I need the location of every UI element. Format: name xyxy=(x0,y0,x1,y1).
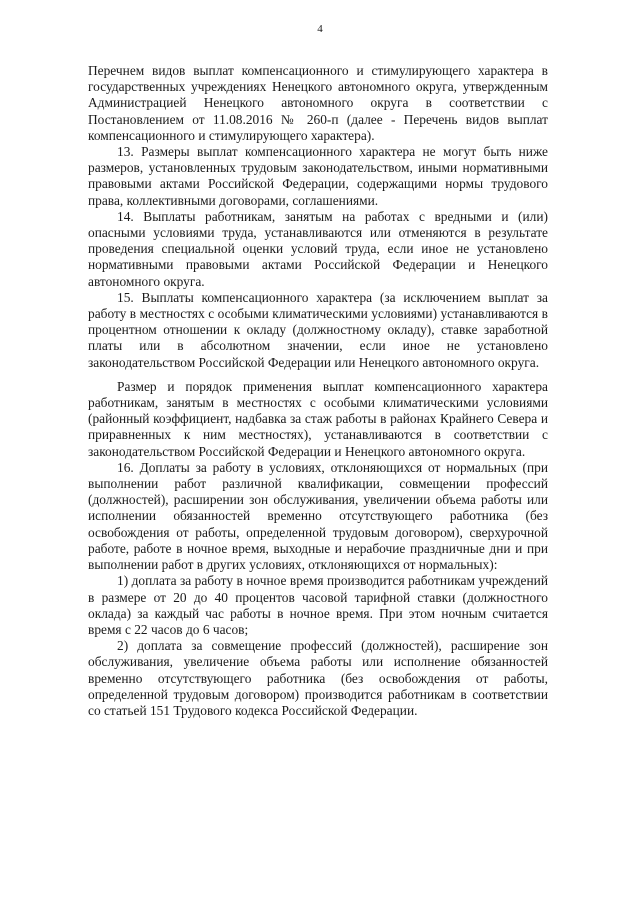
paragraph-16: 16. Доплаты за работу в условиях, отклоняющихся от нормальных (при выполнении работ различной квалификации, совмещении профессий (должностей), расширении зон обслуживания, увеличении объема работы или исполнении обязанностей временно отсутствующего работника (без освобождения от работы, определенной трудовым договором), сверхурочной работе, работе в ночное время, выходные и нерабочие праздничные дни и при выполнении работ в других условиях, отклоняющихся от нормальных): xyxy=(88,459,548,573)
paragraph-13: 13. Размеры выплат компенсационного характера не могут быть ниже размеров, установленных трудовым законодательством, иными нормативными правовыми актами Российской Федерации, содержащими нормы трудового права, коллективными договорами, соглашениями. xyxy=(88,144,548,208)
paragraph-continuation: Перечнем видов выплат компенсационного и стимулирующего характера в государственных учреждениях Ненецкого автономного округа, утвержденным Администрацией Ненецкого автономного округа в соответствии с Постановлением от 11.08.2016 № 260-п (далее - Перечень видов выплат компенсационного и стимулирующего характера). xyxy=(88,63,548,143)
paragraph-14: 14. Выплаты работникам, занятым на работах с вредными и (или) опасными условиями труда, устанавливаются или отменяются в результате проведения специальной оценки условий труда, если иное не установлено нормативными правовыми актами Российской Федерации и Ненецкого автономного округа. xyxy=(88,208,548,289)
paragraph-15-regional: Размер и порядок применения выплат компенсационного характера работникам, занятым в местностях с особыми климатическими условиями (районный коэффициент, надбавка за стаж работы в районах Крайнего Севера и приравненных к ним местностях), устанавливаются в соответствии с законодательством Российской Федерации и Ненецкого автономного округа. xyxy=(88,378,548,459)
page-number: 4 xyxy=(317,23,323,35)
paragraph-16-item-2: 2) доплата за совмещение профессий (должностей), расширение зон обслуживания, увеличение объема работы или исполнение обязанностей временно отсутствующего работника (без освобождения от работы, определенной трудовым договором) производится работникам в соответствии со статьей 151 Трудового кодекса Российской Федерации. xyxy=(88,638,548,718)
document-body xyxy=(88,63,548,719)
paragraph-16-item-1: 1) доплата за работу в ночное время производится работникам учреждений в размере от 20 до 40 процентов часовой тарифной ставки (должностного оклада) за каждый час работы в ночное время. При этом ночным считается время с 22 часов до 6 часов; xyxy=(88,573,548,637)
paragraph-15: 15. Выплаты компенсационного характера (за исключением выплат за работу в местностях с особыми климатическими условиями) устанавливаются в процентном отношении к окладу (должностному окладу), ставке заработной платы или в абсолютном значении, если иное не установлено законодательством Российской Федерации или Ненецкого автономного округа. xyxy=(88,289,548,370)
